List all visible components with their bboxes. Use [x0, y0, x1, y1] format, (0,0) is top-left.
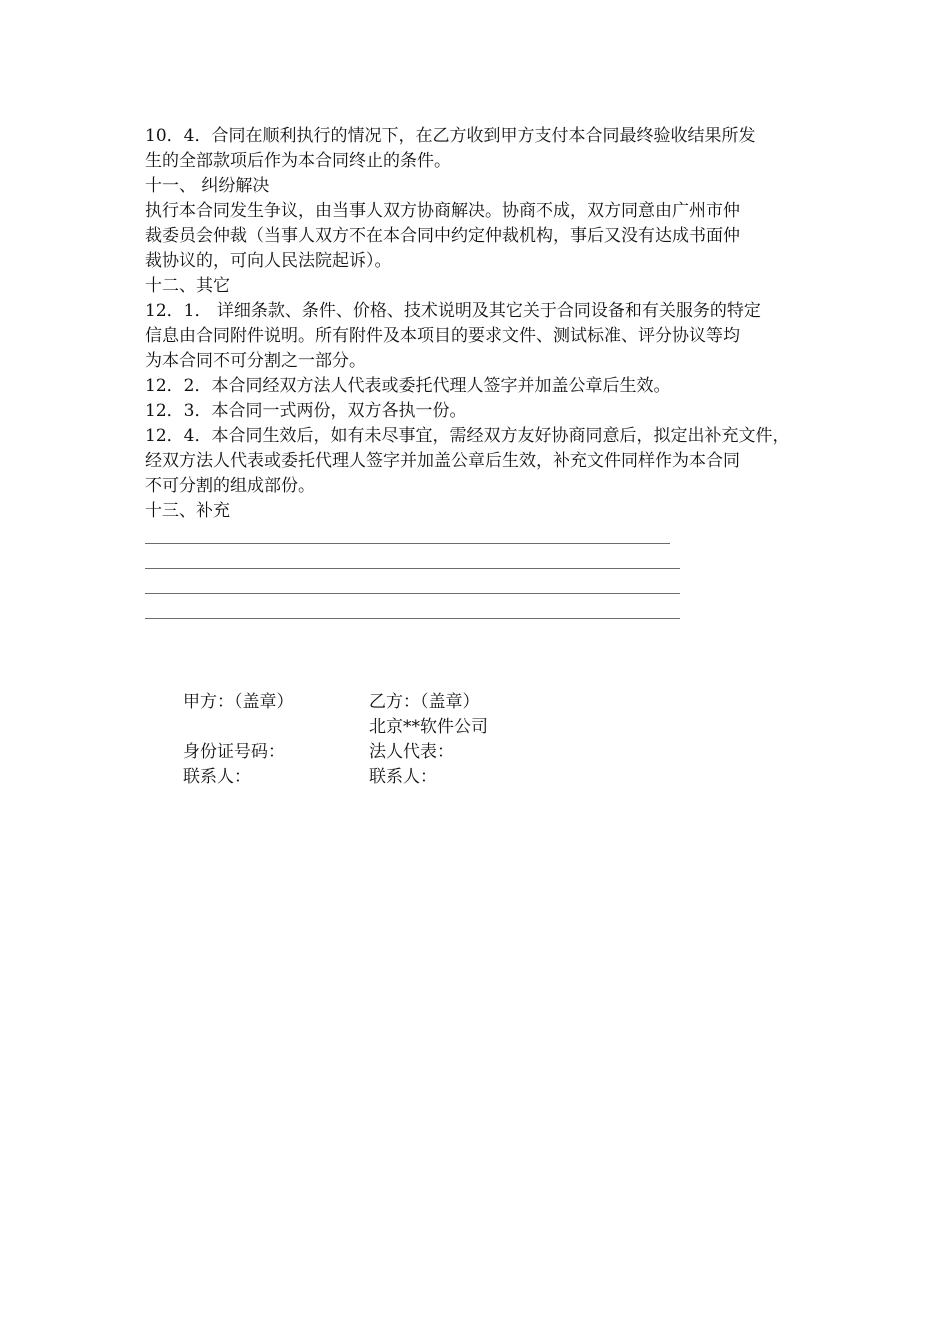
party-a-id-label: 身份证号码：: [183, 742, 285, 762]
party-b-contact-label: 联系人：: [369, 767, 437, 787]
signature-row-company: [183, 715, 683, 740]
section-12-heading: 十二、其它: [145, 276, 230, 296]
party-b-company-name: 北京**软件公司: [369, 717, 488, 737]
clause-12-4-line-3: 不可分割的组成部份。: [145, 476, 315, 496]
supplement-blank-line-2: [145, 549, 815, 574]
signature-row-id: [183, 740, 683, 765]
party-a-company-blank: [183, 715, 369, 740]
signature-row-seal: [183, 690, 683, 715]
section-11-heading: 十一、 纠纷解决: [145, 176, 270, 196]
clause-12-4-line-2: 经双方法人代表或委托代理人签字并加盖公章后生效，补充文件同样作为本合同: [145, 451, 740, 471]
party-a-contact-label: 联系人：: [183, 767, 251, 787]
contract-body: [145, 124, 815, 624]
party-b-rep-label: 法人代表：: [369, 742, 454, 762]
section-11-line-2: 裁委员会仲裁（当事人双方不在本合同中约定仲裁机构，事后又没有达成书面仲: [145, 226, 740, 246]
clause-10-4-line-1: 10．4．合同在顺利执行的情况下，在乙方收到甲方支付本合同最终验收结果所发: [145, 126, 756, 146]
section-11-line-3: 裁协议的，可向人民法院起诉）。: [145, 251, 392, 271]
clause-12-4-line-1: 12．4．本合同生效后，如有未尽事宜，需经双方友好协商同意后，拟定出补充文件，: [145, 426, 790, 446]
clause-12-2: 12．2．本合同经双方法人代表或委托代理人签字并加盖公章后生效。: [145, 376, 671, 396]
clause-12-1-line-1: 12．1． 详细条款、条件、价格、技术说明及其它关于合同设备和有关服务的特定: [145, 301, 761, 321]
supplement-blank-line-3: [145, 574, 815, 599]
clause-12-1-line-2: 信息由合同附件说明。所有附件及本项目的要求文件、测试标准、评分协议等均: [145, 326, 740, 346]
clause-12-1-line-3: 为本合同不可分割之一部分。: [145, 351, 366, 371]
supplement-blank-line-4: [145, 599, 815, 624]
signature-block: [183, 690, 683, 790]
supplement-blank-line-1: [145, 524, 815, 549]
party-b-seal-label: 乙方：（盖章）: [369, 692, 480, 712]
section-13-heading: 十三、补充: [145, 501, 230, 521]
section-11-line-1: 执行本合同发生争议，由当事人双方协商解决。协商不成，双方同意由广州市仲: [145, 201, 740, 221]
signature-row-contact: [183, 765, 683, 790]
party-a-seal-label: 甲方：（盖章）: [183, 692, 294, 712]
clause-12-3: 12．3．本合同一式两份，双方各执一份。: [145, 401, 467, 421]
clause-10-4-line-2: 生的全部款项后作为本合同终止的条件。: [145, 151, 451, 171]
